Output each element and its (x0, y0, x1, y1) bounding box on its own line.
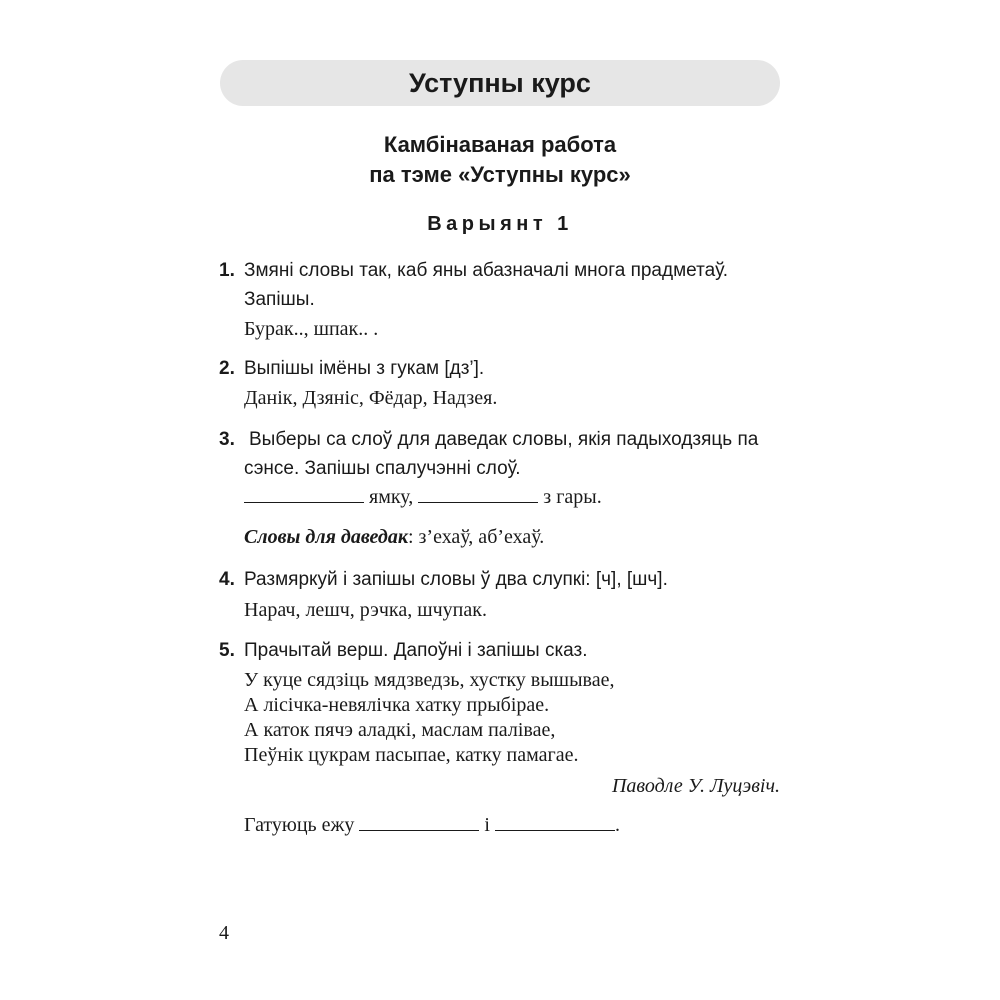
task-4-text: Размяркуй і запішы словы ў два слупкі: [ч], [шч]. (244, 569, 668, 590)
task-5-sentence (244, 812, 620, 838)
task-1-text-line1: Змяні словы так, каб яны абазначалі многа прадметаў. (244, 260, 729, 281)
poem (244, 668, 614, 768)
task-4-number: 4. (219, 569, 235, 590)
page-number: 4 (219, 922, 229, 944)
poem-author: Паводле У. Луцэвіч. (611, 775, 780, 797)
section-banner-title: Уступны курс (409, 67, 591, 98)
task-3-number: 3. (219, 429, 235, 450)
task-3-word1: ямку, (369, 486, 414, 508)
task-1-number: 1. (219, 260, 235, 281)
reference-label: Словы для даведак (244, 526, 408, 548)
poem-line: У куце сядзіць мядзведзь, хустку вышывае, (244, 669, 615, 691)
sentence-start: Гатуюць ежу (244, 814, 355, 836)
task-3-fill-line (244, 484, 602, 510)
task-3-text-line2: сэнсе. Запішы спалучэнні слоў. (244, 458, 521, 479)
task-1-text-line2: Запішы. (244, 289, 315, 310)
task-3-word2: з гары. (543, 486, 602, 508)
task-1-example: Бурак.., шпак.. . (244, 318, 379, 340)
answer-blank-2[interactable] (418, 484, 538, 503)
poem-line: А каток пячэ аладкі, маслам палівае, (244, 719, 556, 741)
task-2-number: 2. (219, 358, 235, 379)
task-3-reference (244, 524, 544, 550)
section-banner (220, 60, 780, 106)
sentence-conj: і (484, 814, 490, 836)
task-4-example: Нарач, лешч, рэчка, шчупак. (244, 599, 487, 621)
task-3-text-line1: Выберы са слоў для даведак словы, якія падыходзяць па (249, 429, 759, 450)
answer-blank-3[interactable] (359, 812, 479, 831)
variant-heading: Варыянт 1 (427, 213, 573, 235)
reference-words: : з’ехаў, аб’ехаў. (407, 526, 545, 548)
task-2-text: Выпішы імёны з гукам [дз’]. (244, 358, 485, 379)
task-3-text (244, 425, 809, 483)
answer-blank-4[interactable] (495, 812, 615, 831)
task-1-text (244, 256, 804, 314)
poem-line: А лісічка-невялічка хатку прыбірае. (244, 694, 550, 716)
work-title-line2: па тэме «Уступны курс» (369, 162, 631, 187)
task-5-text: Прачытай верш. Дапоўні і запішы сказ. (244, 640, 588, 661)
work-title-line1: Камбінаваная работа (383, 132, 617, 157)
answer-blank-1[interactable] (244, 484, 364, 503)
task-5-number: 5. (219, 640, 235, 661)
poem-line: Пеўнік цукрам пасыпае, катку памагае. (244, 744, 579, 766)
sentence-end: . (614, 814, 620, 836)
task-2-example: Данік, Дзяніс, Фёдар, Надзея. (244, 387, 498, 409)
